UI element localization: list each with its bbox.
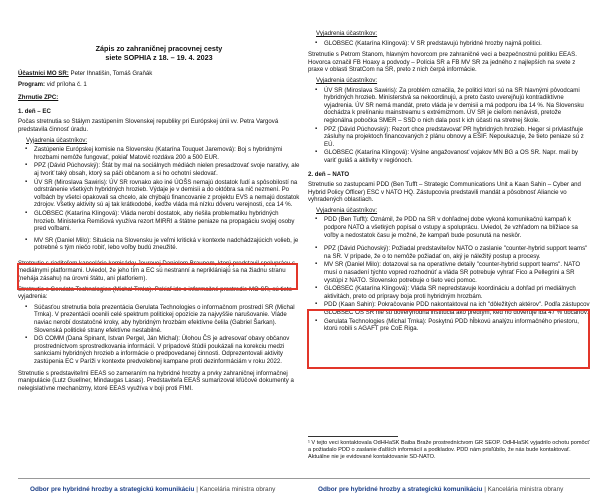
day1-intro: Počas stretnutia so Stálym zastúpením Slovenskej republiky pri Európskej únii vv. Petra Vargová predstavila činnosť úradu. [18,118,279,133]
statements-label: Vyjadrenia účastníkov: [26,136,88,144]
left-column [18,0,300,395]
paragraph-stano: Stretnutie s Petrom Stanom, hlavným hovorcom pre zahraničné veci a bezpečnostnú politiku EEAS. Hovorca označil FB Hoaxy a podvody – Polícia SR a FB MV SR za jedného z najlepších na svete z praxe v oblasti StratCom na SR, preto z nich čerpá informácie. [308,51,577,74]
participants-label: Účastníci MO SR: [18,70,69,77]
list-item: ▪ GLOBSEC (Katarína Klingová): V SR predstavujú hybridné hrozby najmä politici. [324,40,590,48]
day2-intro: Stretnutie so zastupcami PDD (Ben Tufft – Strategic Communications Unit a Kaan Sahin – Cyber and Hybrid Policy Officer) ESC v NATO HQ. Zástupcovia predstavili mandát a pôsobnosť Aliancie vo vyhradených oblastiach. [308,181,581,204]
footer-right [318,486,563,493]
highlighted-statement: ▪ MV SR (Daniel Milo): Situácia na Slovensku je veľmi kritická v kontexte nadchádzajúcich volieb, je potrebné s tým niečo robiť, lebo voľby budú zneužité. [34,237,300,252]
statements-list [18,146,300,252]
statements-list-2 [18,304,300,366]
footer-separator [18,478,590,479]
list-item: ▪ PPZ (Dávid Púchovský): Rezort chce predstavovať PR hybridných hrozieb. Heger si privlastňuje zásluhy na projektoch financovaných z plánu obnovy a EŠIF. Nepoukazuje, že tieto peniaze sú z EÚ. [324,126,590,149]
list-item: ▪ GLOBSEC (Katarína Klingová): Výslne angažovanosť vojakov MN BG a OS SR. Napr. mali by variť guláš a aktivity v regiónoch. [324,149,590,164]
list-item: ▪ ÚV SR (Miroslava Sawiris): ÚV SR rovnako ako iné ÚOŠS nemajú dostatok ľudí a spôsobilostí na odrstránenie všetkých hybridných hrozieb. Výdaje je v demisii a do októbra sa nič nezmení. Po voľbách by všetci opakovali sa chcelo, ale chýbajú financovanie z projektu EVS a nemajú dostatok zdrojov. Všetky aktivity sú aj tak krátkodobé, keďže vláda má nízku dôveru verejnosti, cca 14 %. [34,179,300,209]
highlighted-statement: ▪ PPZ (Dávid Púchovský): Požiadal predstaviteľov NATO o zaslanie "counter-hybrid support teams" na SR. V prípade, že o to nemôže požiadať on, aký je náležitý postup a procesy. [324,245,590,260]
right-column [308,28,590,335]
footer-office-2: Kancelária ministra obrany [487,486,564,493]
footer-left [30,486,275,493]
footer-sep: | [196,486,198,493]
list-item: ▪ DG COMM (Dana Spinant, Istvan Pergel, Ján Michal): Úlohou ČS je adresovať obavy občanov prostredníctvom sprostredkovania informácií. V prípadové štúdii poukázali na korekciu medzi sankciami hybridných hrozieb a informácie o predpovedanej činnosti. Odprezentovali aktivity zastúpenia EC v Paríži v kontexte predvolebnej kampane proti dezinformáciám v roku 2022. [34,335,300,365]
footnote-separator [308,436,398,437]
list-item: ▪ PPZ (Dávid Púchovský): Štát by mal na sociálnych médiách nielen presadzovať svoje naratívy, ale aj tvoriť taký obsah, ktorý sa páči občanom a si ho ochotní sledovať. [34,162,300,177]
list-item: ▪ PDD (Ben Tufft): Oznámil, že PDD na SR v dohľadnej dobe vykoná komunikačnú kampaň k podpore NATO a všetkých popísal o vstupy a spoluprácu. Uviedol, že vzhľadom na blížiace sa voľby a nedostatok času je možné, že kampaň bude posunutá na neskôr. [324,216,590,239]
program-value: viď príloha č. 1 [46,80,87,88]
highlight-box-left [17,263,298,290]
highlight-box-right [307,309,590,369]
list-item: ▪ GLOBSEC (Katarína Klingová): Vláda nerobí dostatok, aby riešila problematiku hybridných hrozieb. Ministerka Remišová využíva rezort MIRRI a štátne peniaze na propagáciu svojej osoby pred voľbami. [34,210,300,233]
list-item: ▪ ÚV SR (Miroslava Sawiris): Za problém označila, že politici ktorí sú na SR hlavnými pôvodcami hybridných hrozieb. Ministerstvá sa nekoordinujú, a preto často uverejňujú kontradiktívne vyjadrenia. ÚV SR nemá mandát, preto vláda je v demisii a má podporu iba 14 %. Na Slovensku dochádza k prelínaniu mainstreamu s extrémizmom. ÚV SR je cieľom nenávisti, pretože regionálna pobočka SMER – SSD o nich dala post k ich účasti na stretnej škole. [324,87,590,125]
day2-heading: 2. deň – NATO [308,170,350,178]
doc-title: Zápis zo zahraničnej pracovnej cesty [95,44,223,53]
list-item: ▪ PDD (Kaan Sahin): Pokračovanie PDD nakontaktoval na ich "dôležitých aktérov". Podľa zástupcov GLOBSEC OS SR nie sú dôveryhodná inštitúcia ako predtým, keď ho dôveruje iba 47 % občanov. [324,301,590,316]
highlighted-statement: ▪ MV SR (Daniel Milo): dotazoval sa na operatívne detaily "counter-hybrid support teams". NATO musí o nasadení týchto vopred rozhodnúť a vláda SR potrebuje vyhrať Fico a Pellegrini a SR vystúpi z NATO. Slovensko potrebuje o tieto veci pomoc. [324,261,590,284]
footer-org: Odbor pre hybridné hrozby a strategickú komunikáciu [30,486,195,493]
footer-org-2: Odbor pre hybridné hrozby a strategickú komunikáciu [318,486,483,493]
day1-heading: 1. deň – EC [18,107,51,115]
paragraph-gerulata: Stretnutie s Gerulata Technologies (Michal Trnka). Pokiaľ ide o informačné prostredie MO SR, sú tieto vyjadrenia: [18,285,292,301]
footnote: ¹ V tejto veci kontaktovala OdHHaSK Baiba Braže prostredníctvom GR SEOP. OdHHaSK vyjadrilo ochotu pomôcť a požiadalo PDD o zaslanie ďalších informácií a podkladov. PDD nám prisľúbilo, že nás bude kontaktovať. Aktuálne nie je evidované kontaktovanie SD-NATO. [308,440,590,460]
list-item: ▪ Gerulata Technologies (Michal Trnka): Poskytnú PDD hĺbkovú analýzu informačného priestoru, ktorú robili s AGAFT pre CoE Riga. [324,318,590,333]
list-item: ▪ Súčasťou stretnutia bola prezentácia Gerulata Technologies o informačnom prostredí SR (Michal Trnka). V prezentácii ocenili celé spektrum politickej opozície za najvyššie narušovanie. Vláde naviac nerobí dostatočné kroky, aby hybridným hrozbám efektívne čelila (Gabriel Šarkan). Slovenská politické strany efektívne nestabilné. [34,304,300,334]
paragraph-braun: Stretnutie s riaditeľom kancelárie komisárky Jourovej Danielom Braunom, ktorý predstavil spoluprácu s mediálnymi platformami. Uviedol, že jeho tím a EC sú nestranní a nepriklániajú sa na žiadnu stranu (nehája zásahu) na úrovni štátu, ani platforiem). [18,259,296,283]
statements-list [308,40,590,48]
list-item: ▪ GLOBSEC (Katarína Klingová): Vláda SR nepredstavuje koordináciu a dohľad pri mediálnych aktivitách, preto od prípravy boja proti hybridným hrozbám. [324,285,590,300]
doc-subtitle: siete SOPHIA z 18. – 19. 4. 2023 [105,53,213,62]
program-label: Program: [18,80,46,88]
statements-label-2: Vyjadrenia účastníkov: [316,76,378,84]
list-item: ▪ Zastúpenie Európskej komisie na Slovensku (Katarína Touquet Jaremová): Boj s hybridnými hrozbami nemôže fungovať, pokiaľ Matovič rozdáva 200 a 500 EUR. [34,146,300,161]
statements-list-2 [308,87,590,165]
program-line [18,81,300,89]
footer-office: Kancelária ministra obrany [199,486,276,493]
participants-value: Peter Ihnatišin, Tomáš Graňák [70,70,153,77]
statements-label: Vyjadrenia účastníkov: [316,30,378,37]
summary-label: Zhrnutie ZPC: [18,94,59,102]
statements-label-3: Vyjadrenia účastníkov: [316,206,378,214]
paragraph-eeas: Stretnutie s predstaviteľmi EEAS so zameraním na hybridné hrozby a prvky zahraničnej informačnej manipulácie (Lutz Guellner, Mindaugas Lasas). Predstaviteľa EEAS sumarizoval kľúčové dokumenty a nelegislatívne mechanizmy, ktoré EEAS využíva v boji proti FIMI. [18,369,294,392]
footer-sep-2: | [484,486,486,493]
participants-line [18,70,300,78]
